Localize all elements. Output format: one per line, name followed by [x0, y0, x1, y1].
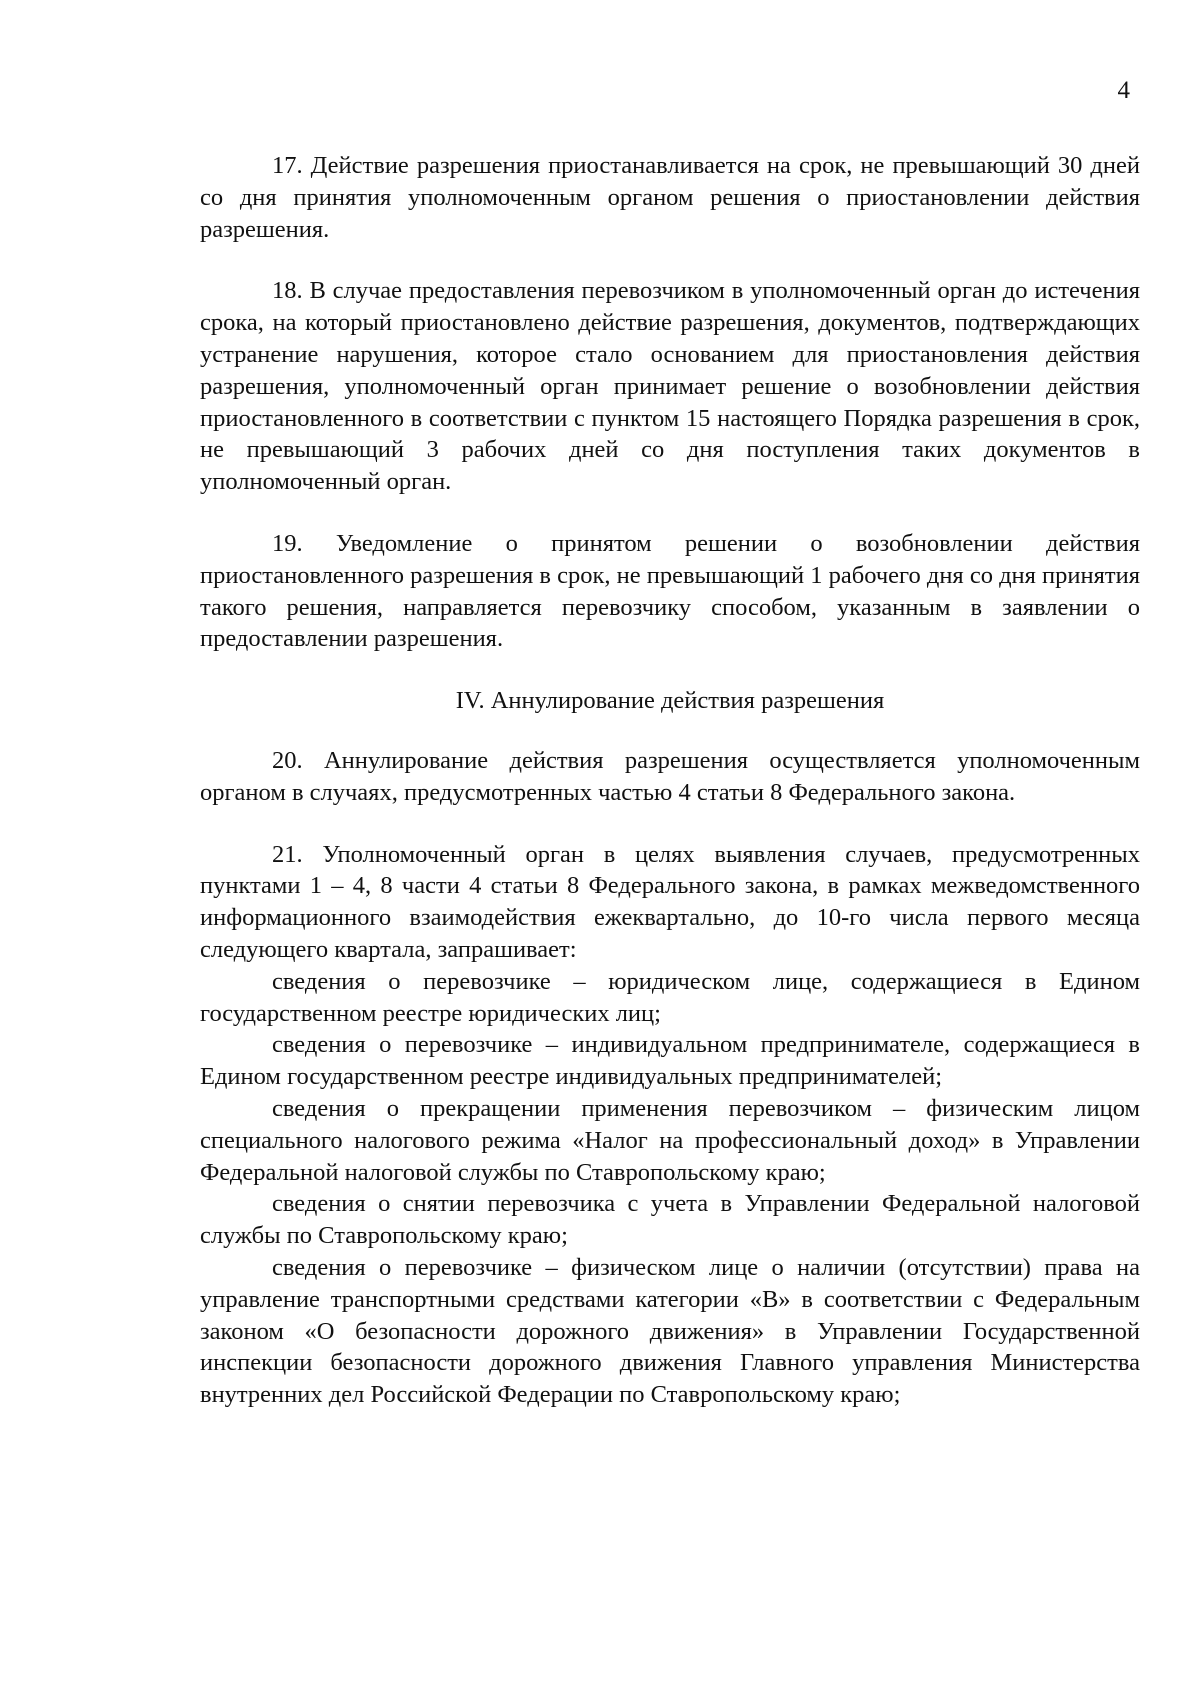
paragraph-18: 18. В случае предоставления перевозчиком в уполномоченный орган до истечения срока, на который приостановлено действие разрешения, документов, подтверждающих устранение нарушения, которое стало основанием для приостановления действия разрешения, уполномоченный орган принимает решение о возобновлении действия приостановленного в соответствии с пунктом 15 настоящего Порядка разрешения в срок, не превышающий 3 рабочих дней со дня поступления таких документов в уполномоченный орган.	[200, 277, 1140, 496]
paragraph-21-item-1: сведения о перевозчике – юридическом лице, содержащиеся в Едином государственном реестре юридических лиц;	[200, 967, 1140, 1027]
page-number: 4	[1117, 77, 1130, 104]
section-heading: IV. Аннулирование действия разрешения	[455, 687, 885, 715]
paragraph-17: 17. Действие разрешения приостанавливается на срок, не превышающий 30 дней со дня принятия уполномоченным органом решения о приостановлении действия разрешения.	[200, 152, 1140, 243]
document-body	[200, 150, 1140, 1411]
paragraph-20: 20. Аннулирование действия разрешения осуществляется уполномоченным органом в случаях, предусмотренных частью 4 статьи 8 Федерального закона.	[200, 746, 1140, 806]
paragraph-21-item-3: сведения о прекращении применения перевозчиком – физическим лицом специального налогового режима «Налог на профессиональный доход» в Управлении Федеральной налоговой службы по Ставропольскому краю;	[200, 1094, 1140, 1186]
paragraph-21-item-2: сведения о перевозчике – индивидуальном предпринимателе, содержащиеся в Едином государственном реестре индивидуальных предпринимателей;	[200, 1031, 1140, 1091]
paragraph-21-item-5: сведения о перевозчике – физическом лице о наличии (отсутствии) права на управление транспортными средствами категории «В» в соответствии с Федеральным законом «О безопасности дорожного движения» в Управлении Государственной инспекции безопасности дорожного движения Главного управления Министерства внутренних дел Российской Федерации по Ставропольскому краю;	[200, 1253, 1140, 1409]
paragraph-19: 19. Уведомление о принятом решении о возобновлении действия приостановленного разрешения в срок, не превышающий 1 рабочего дня со дня принятия такого решения, направляется перевозчику способом, указанным в заявлении о предоставлении разрешения.	[200, 529, 1140, 653]
paragraph-21-item-4: сведения о снятии перевозчика с учета в Управлении Федеральной налоговой службы по Ставропольскому краю;	[200, 1190, 1140, 1250]
paragraph-21: 21. Уполномоченный орган в целях выявления случаев, предусмотренных пунктами 1 – 4, 8 части 4 статьи 8 Федерального закона, в рамках межведомственного информационного взаимодействия ежеквартально, до 10-го числа первого месяца следующего квартала, запрашивает:	[200, 840, 1140, 963]
